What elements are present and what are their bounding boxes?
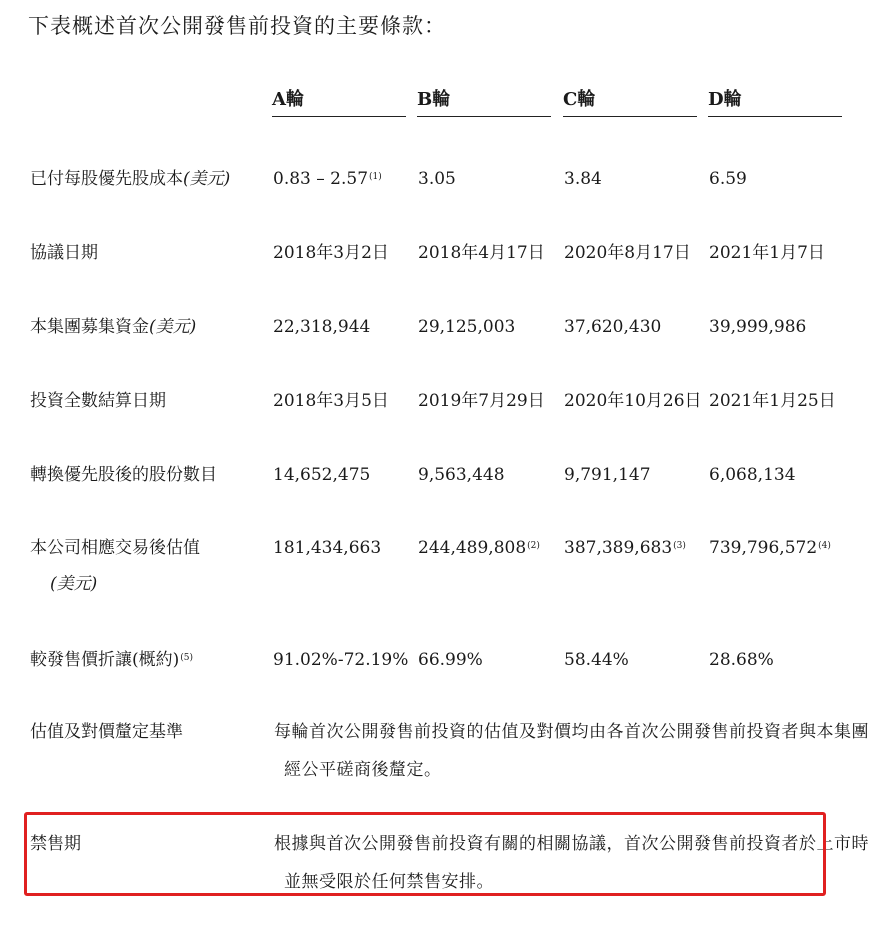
footnote-marker: (3) bbox=[673, 541, 686, 551]
column-header-b: B輪 bbox=[417, 88, 551, 117]
table-cell bbox=[418, 167, 456, 191]
cell-value: 9,791,147 bbox=[564, 465, 651, 485]
cell-value: 39,999,986 bbox=[709, 317, 807, 337]
cell-value: 2020年10月26日 bbox=[564, 391, 702, 411]
row-label-discount bbox=[30, 648, 193, 672]
cell-value: 91.02%-72.19% bbox=[273, 650, 409, 670]
row-label-text: 轉換優先股後的股份數目 bbox=[30, 465, 217, 485]
cell-value: 3.05 bbox=[418, 169, 456, 189]
cell-value: 2019年7月29日 bbox=[418, 391, 545, 411]
table-cell bbox=[418, 315, 515, 339]
table-cell bbox=[273, 167, 382, 191]
row-label-text: 本集團募集資金 bbox=[30, 317, 149, 337]
cell-value: 22,318,944 bbox=[273, 317, 371, 337]
table-cell bbox=[418, 389, 545, 413]
table-cell bbox=[564, 241, 691, 265]
table-cell bbox=[418, 241, 545, 265]
table-cell bbox=[709, 241, 825, 265]
cell-value: 181,434,663 bbox=[273, 538, 382, 558]
cell-value: 3.84 bbox=[564, 169, 602, 189]
cell-value: 29,125,003 bbox=[418, 317, 516, 337]
row-label-unit: (美元) bbox=[50, 574, 98, 594]
table-cell bbox=[709, 536, 831, 560]
valuation-basis-text bbox=[274, 713, 869, 789]
column-header-a: A輪 bbox=[272, 88, 406, 117]
row-label-unit: (美元) bbox=[149, 317, 197, 337]
table-cell bbox=[273, 648, 408, 672]
table-cell bbox=[709, 167, 747, 191]
row-label-text: 本公司相應交易後估值 bbox=[30, 538, 200, 558]
cell-value: 739,796,572 bbox=[709, 538, 818, 558]
cell-value: 2021年1月25日 bbox=[709, 391, 836, 411]
cell-value: 28.68% bbox=[709, 650, 774, 670]
cell-value: 2021年1月7日 bbox=[709, 243, 825, 263]
paragraph-line: 每輪首次公開發售前投資的估值及對價均由各首次公開發售前投資者與本集團 bbox=[274, 722, 869, 742]
row-label-settlement-date bbox=[30, 389, 166, 413]
row-label-text: 協議日期 bbox=[30, 243, 98, 263]
table-cell bbox=[273, 315, 370, 339]
table-cell bbox=[709, 463, 796, 487]
paragraph-line: 經公平磋商後釐定。 bbox=[284, 760, 442, 780]
table-cell bbox=[418, 648, 483, 672]
cell-value: 9,563,448 bbox=[418, 465, 505, 485]
row-label-lockup: 禁售期 bbox=[30, 834, 81, 854]
table-cell bbox=[418, 536, 540, 560]
highlight-box bbox=[24, 812, 826, 896]
table-cell bbox=[709, 315, 806, 339]
cell-value: 58.44% bbox=[564, 650, 629, 670]
table-cell bbox=[564, 167, 602, 191]
table-cell bbox=[273, 536, 381, 560]
table-cell bbox=[564, 463, 651, 487]
column-header-c: C輪 bbox=[563, 88, 697, 117]
row-label-text: 已付每股優先股成本 bbox=[30, 169, 183, 189]
row-label-valuation-basis: 估值及對價釐定基準 bbox=[30, 722, 183, 742]
table-cell bbox=[709, 389, 836, 413]
row-label-text: 投資全數結算日期 bbox=[30, 391, 166, 411]
table-cell bbox=[273, 241, 389, 265]
row-label-funds-raised bbox=[30, 315, 196, 339]
table-cell bbox=[564, 389, 702, 413]
paragraph-line: 並無受限於任何禁售安排。 bbox=[284, 872, 494, 892]
cell-value: 2018年4月17日 bbox=[418, 243, 545, 263]
cell-value: 2018年3月5日 bbox=[273, 391, 389, 411]
cell-value: 387,389,683 bbox=[564, 538, 673, 558]
footnote-marker: (2) bbox=[527, 541, 540, 551]
table-cell bbox=[564, 315, 661, 339]
table-cell bbox=[709, 648, 774, 672]
cell-value: 14,652,475 bbox=[273, 465, 371, 485]
column-header-d: D輪 bbox=[708, 88, 842, 117]
table-cell bbox=[273, 463, 370, 487]
row-label-cost-per-share bbox=[30, 167, 230, 191]
cell-value: 0.83 – 2.57 bbox=[273, 169, 369, 189]
table-cell bbox=[418, 463, 505, 487]
paragraph-line: 根據與首次公開發售前投資有關的相關協議，首次公開發售前投資者於上市時 bbox=[274, 834, 869, 854]
row-label-unit: (美元) bbox=[183, 169, 231, 189]
footnote-marker: (5) bbox=[180, 653, 194, 663]
intro-text: 下表概述首次公開發售前投資的主要條款： bbox=[28, 14, 446, 38]
cell-value: 2020年8月17日 bbox=[564, 243, 691, 263]
cell-value: 6,068,134 bbox=[709, 465, 796, 485]
table-cell bbox=[564, 648, 629, 672]
footnote-marker: (1) bbox=[369, 172, 382, 182]
cell-value: 244,489,808 bbox=[418, 538, 527, 558]
cell-value: 66.99% bbox=[418, 650, 483, 670]
row-label-share-count bbox=[30, 463, 217, 487]
row-label-post-valuation bbox=[30, 536, 200, 560]
table-cell bbox=[273, 389, 389, 413]
cell-value: 2018年3月2日 bbox=[273, 243, 389, 263]
cell-value: 6.59 bbox=[709, 169, 747, 189]
table-cell bbox=[564, 536, 686, 560]
footnote-marker: (4) bbox=[818, 541, 831, 551]
row-label-agreement-date bbox=[30, 241, 98, 265]
row-label-text: 較發售價折讓(概約) bbox=[30, 650, 180, 670]
cell-value: 37,620,430 bbox=[564, 317, 662, 337]
